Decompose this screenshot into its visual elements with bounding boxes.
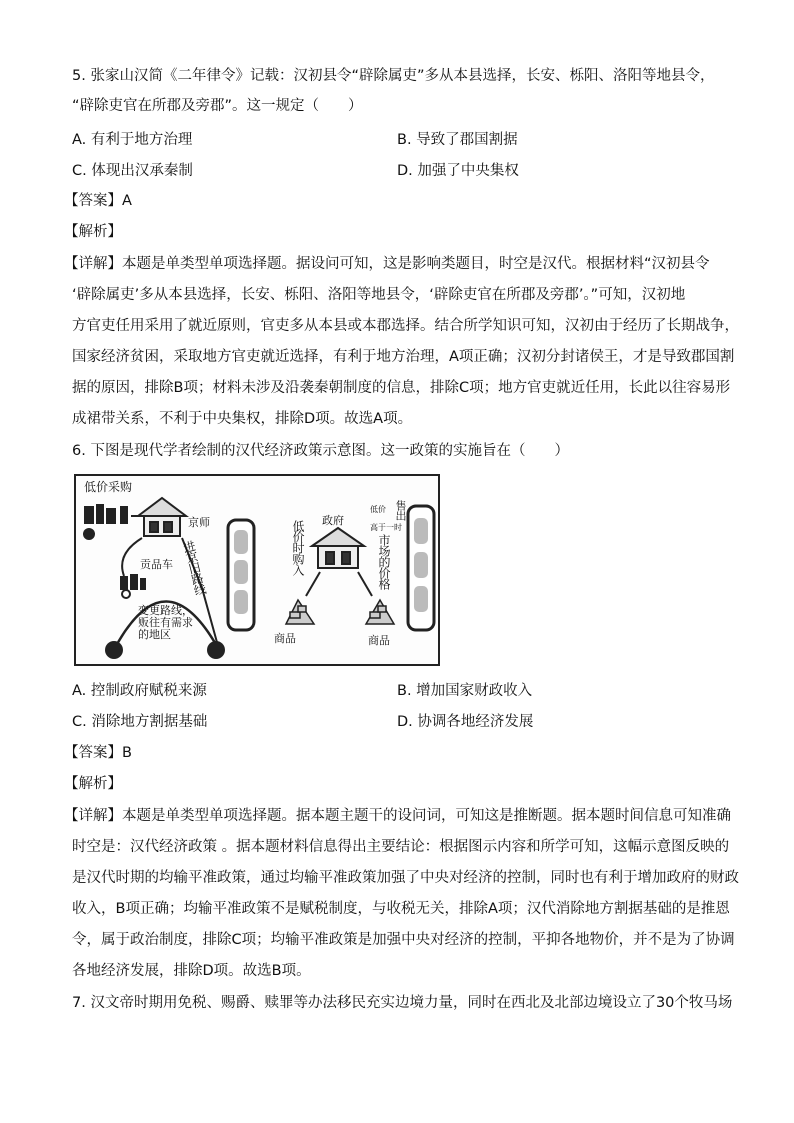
low-price-buy-label: 低价时购入 [291, 520, 305, 575]
merchant-group-icon [83, 504, 128, 540]
tribute-cart-label: 贡品车 [140, 558, 173, 571]
region-left-marker [105, 641, 123, 659]
q7-stem-line1: 7. 汉文帝时期用免税、赐爵、赎罪等办法移民充实边境力量，同时在西北及北部边境设立了30个牧马场 [72, 995, 733, 1011]
change-route-label-2: 贩往有需求 [138, 616, 193, 629]
q6-detail-line2: 时空是：汉代经济政策 。据本题材料信息得出主要结论：根据图示内容和所学可知，这幅示意图反映的 [72, 839, 730, 855]
q6-stem: 6. 下图是现代学者绘制的汉代经济政策示意图。这一政策的实施旨在（ ） [72, 443, 569, 459]
q6-option-d: D. 协调各地经济发展 [397, 714, 534, 730]
q6-option-b: B. 增加国家财政收入 [397, 683, 533, 699]
q5-answer: 【答案】A [64, 193, 132, 209]
capital-label: 京师 [188, 516, 210, 529]
q6-detail-line4: 收入，B项正确；均输平准政策不是赋税制度，与收税无关，排除A项；汉代消除地方割据基础的是推恩 [72, 901, 730, 917]
tribute-cart-icon [120, 574, 146, 598]
q5-detail-line1: 【详解】本题是单类型单项选择题。据设问可知，这是影响类题目，时空是汉代。根据材料“汉初县令 [64, 256, 710, 272]
q5-detail-line5: 据的原因，排除B项；材料未涉及沿袭秦朝制度的信息，排除C项；地方官吏就近任用，长此以往容易形 [72, 380, 731, 396]
q5-detail-line3: 方官吏任用采用了就近原则，官吏多从本县或本郡选择。结合所学知识可知，汉初由于经历了长期战争， [72, 318, 739, 334]
diagram-corner-label: 低价采购 [84, 480, 133, 494]
change-route-label-3: 的地区 [138, 628, 171, 641]
goods-label-right: 商品 [368, 634, 390, 647]
q5-option-b: B. 导致了郡国割据 [397, 132, 518, 148]
goods-pile-left-icon [286, 600, 314, 624]
right-column-icon [408, 506, 434, 630]
goods-pile-right-icon [366, 600, 394, 624]
q6-detail-line3: 是汉代时期的均输平准政策，通过均输平准政策加强了中央对经济的控制，同时也有利于增加政府的财政 [72, 870, 739, 886]
q5-detail-line4: 国家经济贫困，采取地方官吏就近选择，有利于地方治理，A项正确；汉初分封诸侯王，才是导致郡国割 [72, 349, 735, 365]
government-label: 政府 [322, 514, 344, 527]
old-route-label: 进京旧路线 [180, 539, 208, 596]
q6-detail-line1: 【详解】本题是单类型单项选择题。据本题主题干的设问词，可知这是推断题。据本题时间信息可知准确 [64, 808, 731, 824]
capital-building-icon [138, 498, 186, 536]
change-route-label-1: 变更路线， [138, 604, 193, 617]
q5-analysis-label: 【解析】 [64, 224, 122, 240]
q6-detail-line6: 各地经济发展，排除D项。故选B项。 [72, 963, 311, 979]
sell-small-label-1: 低价 [370, 505, 386, 514]
goods-label-left: 商品 [274, 632, 296, 645]
q6-analysis-label: 【解析】 [64, 776, 122, 792]
q6-detail-line5: 令，属于政治制度，排除C项；均输平准政策是加强中央对经济的控制，平抑各地物价，并不是为了协调 [72, 932, 735, 948]
q5-detail-line2: ‘辟除属吏’多从本县选择，长安、栎阳、洛阳等地县令，‘辟除吏官在所郡及旁郡’。”可知，汉初地 [72, 287, 686, 303]
q5-option-a: A. 有利于地方治理 [72, 132, 193, 148]
government-building-icon [312, 528, 364, 568]
policy-diagram [74, 474, 440, 666]
q6-answer: 【答案】B [64, 745, 132, 761]
q5-option-d: D. 加强了中央集权 [397, 163, 519, 179]
q5-stem-line2: “辟除吏官在所郡及旁郡”。这一规定（ ） [72, 98, 363, 114]
sell-small-label-2: 高于一时 [370, 523, 402, 532]
q6-option-a: A. 控制政府赋税来源 [72, 683, 207, 699]
q6-option-c: C. 消除地方割据基础 [72, 714, 208, 730]
q5-option-c: C. 体现出汉承秦制 [72, 163, 193, 179]
q5-detail-line6: 成裙带关系，不利于中央集权，排除D项。故选A项。 [72, 411, 413, 427]
market-price-label: 市场的价格 [377, 534, 391, 589]
region-right-marker [207, 641, 225, 659]
q5-stem-line1: 5. 张家山汉简《二年律令》记载：汉初县令“辟除属吏”多从本县选择，长安、栎阳、洛阳等地县令， [72, 68, 715, 84]
sell-label: 售出 [394, 500, 407, 520]
left-column-icon [228, 520, 254, 630]
